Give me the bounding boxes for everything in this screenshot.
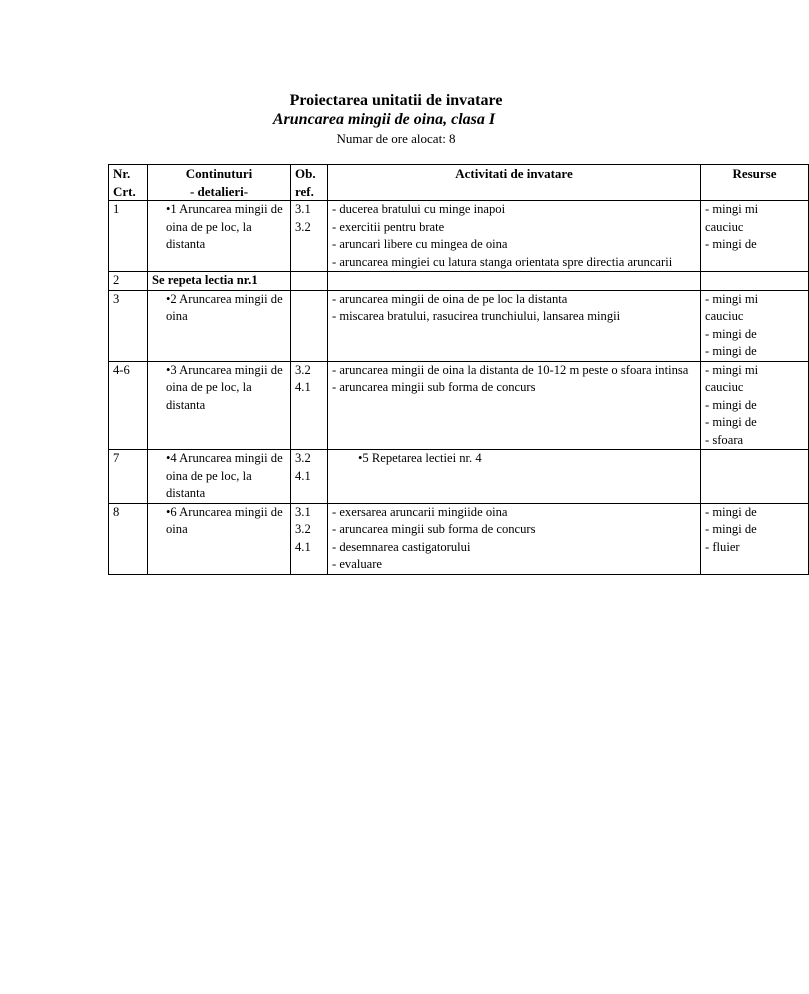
content-item: •1 Aruncarea mingii de oina de pe loc, la distanta <box>166 202 283 251</box>
resource-item: - mingi de <box>705 522 757 536</box>
activity-item: - aruncarea mingii de oina de pe loc la distanta <box>332 291 568 306</box>
header-nr: Nr. Crt. <box>109 165 148 201</box>
document-subtitle: Aruncarea mingii de oina, clasa I <box>272 111 496 128</box>
table-row <box>109 450 809 504</box>
document-title: Proiectarea unitatii de invatare <box>289 92 503 109</box>
row-objectives: 3.2 4.1 <box>291 361 328 450</box>
row-objectives <box>291 272 328 291</box>
activity-item: - miscarea bratului, rasucirea trunchiului, lansarea mingii <box>332 309 621 323</box>
row-activities <box>328 503 701 574</box>
row-number: 4-6 <box>109 361 148 450</box>
activity-item: •5 Repetarea lectiei nr. 4 <box>358 451 482 465</box>
table-row <box>109 201 809 272</box>
row-resources <box>701 201 809 272</box>
resource-item: - mingi de <box>705 237 757 251</box>
table-row <box>109 272 809 291</box>
content-item: •4 Aruncarea mingii de oina de pe loc, la distanta <box>166 451 283 500</box>
row-number: 8 <box>109 503 148 574</box>
row-content <box>148 361 291 450</box>
activity-item: - evaluare <box>332 557 382 571</box>
resource-item: - mingi de <box>705 344 757 358</box>
header-activities: Activitati de invatare <box>328 165 701 201</box>
row-resources <box>701 290 809 361</box>
resource-item: - sfoara <box>705 432 744 447</box>
row-resources <box>701 272 809 291</box>
row-objectives: 3.2 4.1 <box>291 450 328 504</box>
resource-item: - mingi de <box>705 504 757 519</box>
allocated-hours: Numar de ore alocat: 8 <box>336 131 456 146</box>
table-row <box>109 503 809 574</box>
content-item: •3 Aruncarea mingii de oina de pe loc, la distanta <box>166 362 283 412</box>
row-content <box>148 290 291 361</box>
resource-item: - mingi mi <box>705 362 759 377</box>
header-ob-ref: Ob. ref. <box>291 165 328 201</box>
row-objectives: 3.1 3.2 <box>291 201 328 272</box>
resource-item: - mingi de <box>705 397 757 412</box>
table-header-row <box>109 165 809 201</box>
table-row <box>109 361 809 450</box>
activity-item: - exercitii pentru brate <box>332 219 445 234</box>
row-activities <box>328 201 701 272</box>
row-content <box>148 503 291 574</box>
activity-item: - exersarea aruncarii mingiide oina <box>332 504 508 519</box>
repeat-lesson-note: Se repeta lectia nr.1 <box>152 273 258 287</box>
activity-item: - aruncari libere cu mingea de oina <box>332 237 508 251</box>
table-row <box>109 290 809 361</box>
row-content <box>148 272 291 291</box>
resource-item: - fluier <box>705 539 740 554</box>
row-resources <box>701 361 809 450</box>
row-number: 7 <box>109 450 148 504</box>
activity-item: - aruncarea mingii sub forma de concurs <box>332 522 536 536</box>
row-activities <box>328 290 701 361</box>
row-number: 1 <box>109 201 148 272</box>
activity-item: - aruncarea mingii de oina la distanta de 10-12 m peste o sfoara intinsa <box>332 362 689 377</box>
activity-item: - aruncarea mingiei cu latura stanga orientata spre directia aruncarii <box>332 254 673 269</box>
row-number: 3 <box>109 290 148 361</box>
row-resources <box>701 503 809 574</box>
header-content: Continuturi - detalieri- <box>148 165 291 201</box>
row-activities <box>328 450 701 504</box>
row-activities <box>328 361 701 450</box>
row-content <box>148 201 291 272</box>
row-activities <box>328 272 701 291</box>
resource-item: - mingi de <box>705 326 757 341</box>
resource-item: cauciuc <box>705 380 744 394</box>
resource-item: - mingi de <box>705 415 757 429</box>
row-content <box>148 450 291 504</box>
resource-item: - mingi mi <box>705 291 759 306</box>
resource-item: cauciuc <box>705 219 744 234</box>
activity-item: - aruncarea mingii sub forma de concurs <box>332 380 536 394</box>
content-item: •2 Aruncarea mingii de oina <box>166 291 283 323</box>
row-resources <box>701 450 809 504</box>
row-number: 2 <box>109 272 148 291</box>
row-objectives <box>291 290 328 361</box>
lesson-plan-table <box>108 164 809 575</box>
row-objectives: 3.1 3.2 4.1 <box>291 503 328 574</box>
resource-item: - mingi mi <box>705 202 759 216</box>
activity-item: - ducerea bratului cu minge inapoi <box>332 202 506 216</box>
resource-item: cauciuc <box>705 309 744 323</box>
content-item: •6 Aruncarea mingii de oina <box>166 504 283 536</box>
activity-item: - desemnarea castigatorului <box>332 539 471 554</box>
header-resources: Resurse <box>701 165 809 201</box>
